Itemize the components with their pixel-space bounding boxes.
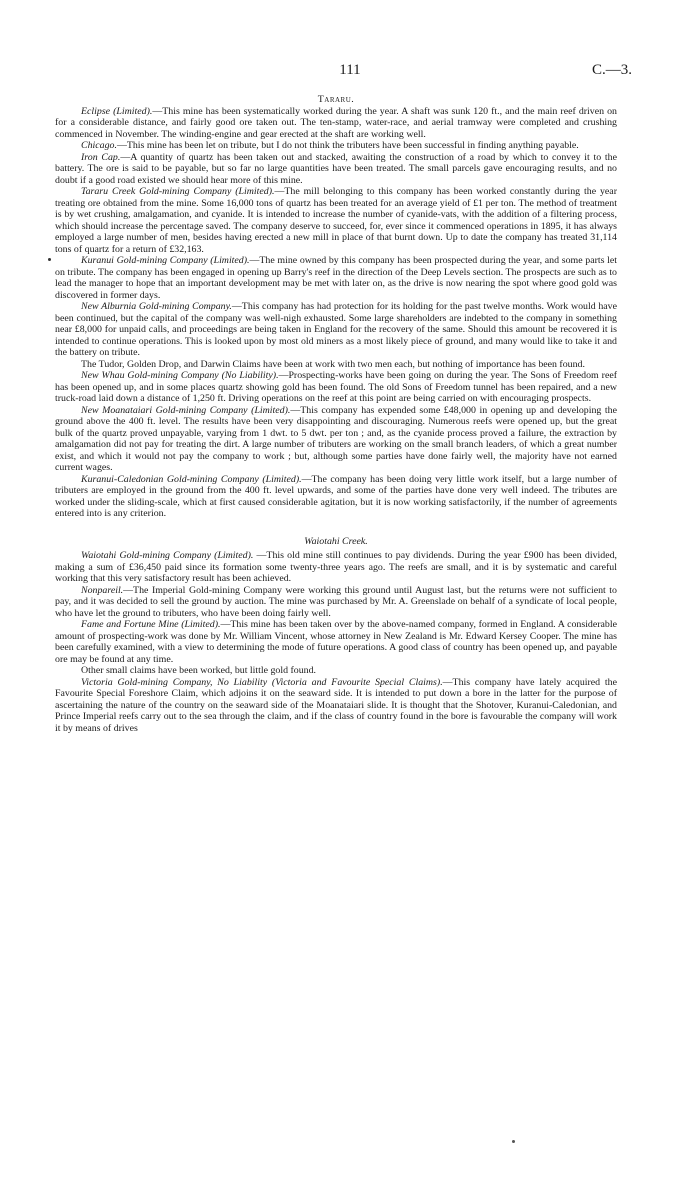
paragraph-kuranui-caledonian [55, 474, 617, 520]
paragraph-victoria [55, 677, 617, 735]
section-title-tararu: Tararu. [317, 94, 355, 105]
paragraph-new-moanataiari [55, 405, 617, 474]
mine-name: Tararu Creek Gold-mining Company (Limited). [81, 186, 275, 197]
mine-name: Fame and Fortune Mine (Limited). [81, 619, 221, 630]
paragraph-text: —This company has had protection for its holding for the past twelve months. Work would have been continued, but the capital of the company was well-nigh exhausted. Some large shareholders are indebted to the company in something near £8,000 for unpaid calls, and proceedings are being taken in England for the recovery of the same. Should this amount be recovered it is intended to continue operations. This is looked upon by most old miners as a most likely piece of ground, and many would like to take it and the battery on tribute. [55, 301, 618, 358]
page-number: 111 [339, 62, 361, 78]
paragraph-text: —A quantity of quartz has been taken out and stacked, awaiting the construction of a road by which to convey it to the battery. The ore is said to be payable, but so far no large quantities have been treated. The small parcels gave encouraging results, and no doubt if a good road existed we should hear more of this mine. [55, 151, 617, 186]
document-body [55, 94, 617, 734]
mine-name: Eclipse (Limited). [81, 105, 153, 117]
paragraph-iron-cap [55, 152, 617, 187]
paragraph-chicago [55, 140, 617, 152]
paragraph-text: —The Imperial Gold-mining Company were working this ground until August last, but the returns were not sufficient to pay, and it was decided to sell the ground by auction. The mine was purchased by Mr. A. Greenslade on behalf of a syndicate of local people, who have let the ground to tributers, who have been doing fairly well. [55, 584, 617, 619]
paragraph-kuranui [55, 255, 617, 301]
paragraph-text: —The company has been doing very little work itself, but a large number of tributers are employed in the ground from the 400 ft. level upwards, and some of the parties have done very well indeed. The tributes are worked under the sliding-scale, which at first caused considerable agitation, but it is now working satisfactorily, if the number of agreements entered into is any criterion. [55, 473, 617, 519]
mine-name: New Moanataiari Gold-mining Company (Limited). [81, 404, 291, 416]
paragraph-fame-and-fortune [55, 619, 617, 665]
paragraph-text: —The mill belonging to this company has been worked constantly during the year treating ore obtained from the mine. Some 16,000 tons of quartz has been treated for an average yield of £1 per ton. The method of treatment is by wet crushing, amalgamation, and cyanide. It is intended to increase the number of cyanide-vats, with the addition of a filtering process, which should increase the percentage saved. The company deserve to succeed, for, ever since it commenced operations in 1895, it has always employed a large number of men, besides having erected a new mill in place of that burnt down. Up to date the company has treated 31,114 tons of quartz for a return of £32,163. [55, 186, 617, 255]
paragraph-text: Other small claims have been worked, but little gold found. [81, 665, 317, 676]
mine-name: Kuranui-Caledonian Gold-mining Company (Limited). [81, 473, 302, 485]
mine-name: New Whau Gold-mining Company (No Liability). [81, 370, 279, 381]
paragraph-text: —This mine has been taken over by the above-named company, formed in England. A considerable amount of prospecting-work was done by Mr. William Vincent, whose attorney in New Zealand is Mr. Edward Kersey Cooper. The mine has been carefully examined, with a view to determining the mode of future operations. A good class of country has been opened up, and payable ore may be found at any time. [55, 619, 617, 665]
section-title-waiotahi: Waiotahi Creek. [304, 535, 368, 547]
paragraph-tararu-creek [55, 186, 617, 255]
paragraph-waiotahi [55, 550, 617, 585]
paragraph-eclipse [55, 106, 617, 141]
paragraph-text: —Prospecting-works have been going on during the year. The Sons of Freedom reef has been opened up, and in some places quartz showing gold has been found. The old Sons of Freedom tunnel has been repaired, and a new truck-road laid down a distance of 1,250 ft. Driving operations on the reef at this point are being carried on with encouraging prospects. [55, 370, 617, 404]
paragraph-tudor-claims [55, 359, 617, 371]
margin-ink-mark [48, 258, 51, 261]
mine-name: Chicago. [81, 140, 117, 151]
paragraph-text: The Tudor, Golden Drop, and Darwin Claims have been at work with two men each, but nothing of importance has been found. [81, 358, 585, 370]
paragraph-other-claims [55, 665, 617, 677]
paragraph-text: —This old mine still continues to pay dividends. During the year £900 has been divided, making a sum of £36,450 paid since its formation some twenty-three years ago. The reefs are small, and it is by systematic and careful working that this very satisfactory result has been achieved. [55, 550, 617, 584]
page-header [0, 62, 700, 82]
mine-name: Kuranui Gold-mining Company (Limited). [81, 255, 250, 266]
paragraph-text: —This mine has been systematically worked during the year. A shaft was sunk 120 ft., and the main reef driven on for a considerable distance, and fairly good ore taken out. The ten-stamp, water-race, and aerial tramway were completed and crushing commenced in November. The winding-engine and gear erected at the shaft are working well. [55, 105, 617, 140]
paragraph-new-alburnia [55, 301, 617, 359]
paragraph-text: —This company have lately acquired the Favourite Special Foreshore Claim, which adjoins it on the seaward side. It is intended to put down a bore in the latter for the purpose of ascertaining the nature of the country on the seaward side of the Moanataiari slide. It is thought that the Shotover, Kuranui-Caledonian, and Prince Imperial reefs carry out to the sea through the claim, and if the class of country found in the bore is favourable the company will work it by means of drives [55, 676, 617, 734]
mine-name: New Alburnia Gold-mining Company. [81, 301, 232, 312]
mine-name: Iron Cap. [81, 151, 121, 163]
mine-name: Nonpareil. [81, 584, 124, 596]
paragraph-text: —This mine has been let on tribute, but I do not think the tributers have been successful in finding anything payable. [116, 140, 579, 151]
ink-speck [512, 1140, 515, 1143]
mine-name: Victoria Gold-mining Company, No Liability (Victoria and Favourite Special Claims). [81, 676, 443, 688]
paragraph-new-whau [55, 370, 617, 405]
paragraph-text: —This company has expended some £48,000 in opening up and developing the ground above the 400 ft. level. The results have been very disappointing and discouraging. Numerous reefs were opened up, but the great bulk of the quartz proved unpayable, varying from 1 dwt. to 5 dwt. per ton ; and, as the cyanide process proved a failure, the extraction by amalgamation did not pay for treating the dirt. A large number of tributers are working on the small branch leaders, of which a great number exist, and which it would not pay the company to work ; but, although some parties have done fairly well, the majority have not earned current wages. [55, 404, 618, 473]
paragraph-nonpareil [55, 585, 617, 620]
mine-name: Waiotahi Gold-mining Company (Limited). [81, 550, 254, 561]
report-code: C.—3. [591, 62, 632, 78]
paragraph-text: —The mine owned by this company has been prospected during the year, and some parts let on tribute. The company has been engaged in opening up Barry's reef in the direction of the Deep Levels section. The prospects are such as to lead the manager to hope that an important development may be met with later on, as the drive is now nearing the spot where good gold was discovered in former days. [55, 255, 618, 301]
